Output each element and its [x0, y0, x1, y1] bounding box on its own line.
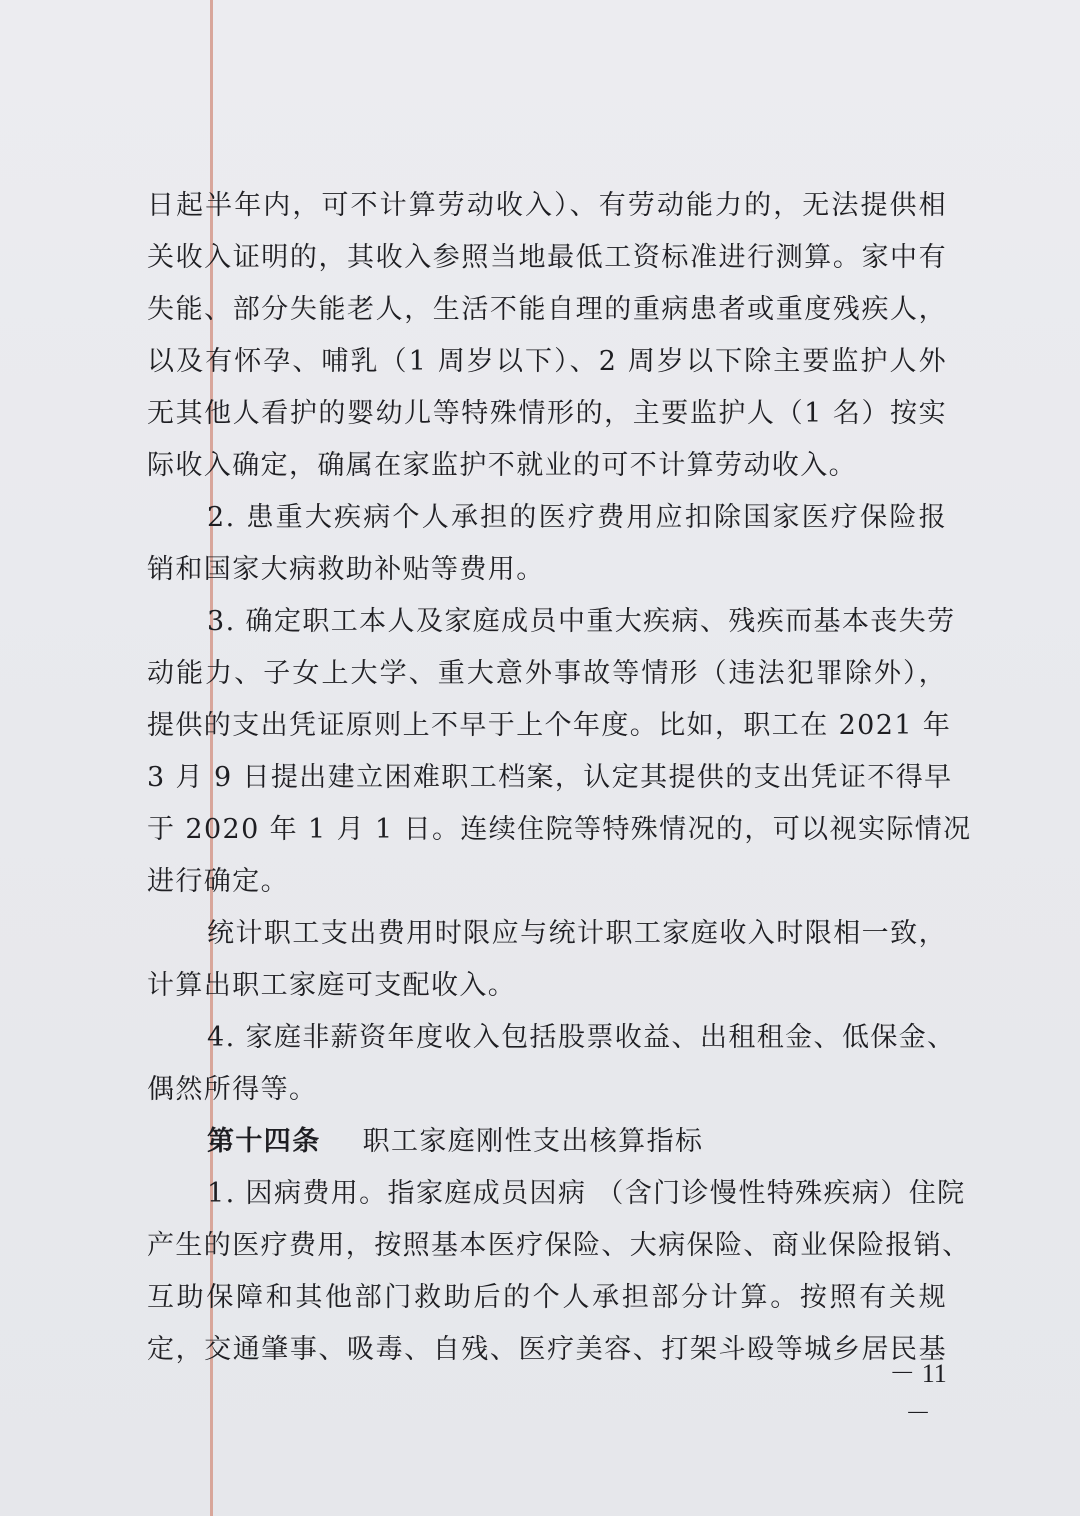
text-line: 互助保障和其他部门救助后的个人承担部分计算。按照有关规 — [147, 1282, 947, 1313]
text-line: 关收入证明的，其收入参照当地最低工资标准进行测算。家中有 — [147, 242, 947, 273]
text-line: 以及有怀孕、哺乳（1 周岁以下）、2 周岁以下除主要监护人外 — [147, 346, 947, 377]
text-line: 进行确定。 — [147, 866, 289, 897]
article-title: 职工家庭刚性支出核算指标 — [362, 1126, 704, 1157]
text-line: 销和国家大病救助补贴等费用。 — [147, 554, 545, 585]
text-line: 3 月 9 日提出建立困难职工档案，认定其提供的支出凭证不得早 — [147, 762, 953, 793]
text-line: 日起半年内，可不计算劳动收入）、有劳动能力的，无法提供相 — [147, 190, 947, 221]
text-line: 偶然所得等。 — [147, 1074, 318, 1105]
page-number: － 11 － — [889, 1359, 947, 1428]
text-line: 定，交通肇事、吸毒、自残、医疗美容、打架斗殴等城乡居民基 — [147, 1334, 947, 1365]
text-line: 1. 因病费用。指家庭成员因病 （含门诊慢性特殊疾病）住院 — [207, 1178, 966, 1209]
article-heading — [147, 1116, 947, 1168]
text-line: 无其他人看护的婴幼儿等特殊情形的，主要监护人（1 名）按实 — [147, 398, 947, 429]
text-line: 提供的支出凭证原则上不早于上个年度。比如，职工在 2021 年 — [147, 710, 952, 741]
text-line: 4. 家庭非薪资年度收入包括股票收益、出租租金、低保金、 — [207, 1022, 956, 1053]
article-number: 第十四条 — [207, 1126, 321, 1157]
text-line: 失能、部分失能老人，生活不能自理的重病患者或重度残疾人， — [147, 294, 947, 325]
text-line: 统计职工支出费用时限应与统计职工家庭收入时限相一致， — [207, 918, 947, 949]
text-line: 产生的医疗费用，按照基本医疗保险、大病保险、商业保险报销、 — [147, 1230, 971, 1261]
text-line: 际收入确定，确属在家监护不就业的可不计算劳动收入。 — [147, 450, 857, 481]
text-line: 2. 患重大疾病个人承担的医疗费用应扣除国家医疗保险报 — [207, 502, 947, 533]
text-line: 计算出职工家庭可支配收入。 — [147, 970, 517, 1001]
text-line: 于 2020 年 1 月 1 日。连续住院等特殊情况的，可以视实际情况 — [147, 814, 972, 845]
text-line: 3. 确定职工本人及家庭成员中重大疾病、残疾而基本丧失劳 — [207, 606, 956, 637]
body-text — [147, 180, 972, 1376]
text-line: 动能力、子女上大学、重大意外事故等情形（违法犯罪除外）， — [147, 658, 947, 689]
